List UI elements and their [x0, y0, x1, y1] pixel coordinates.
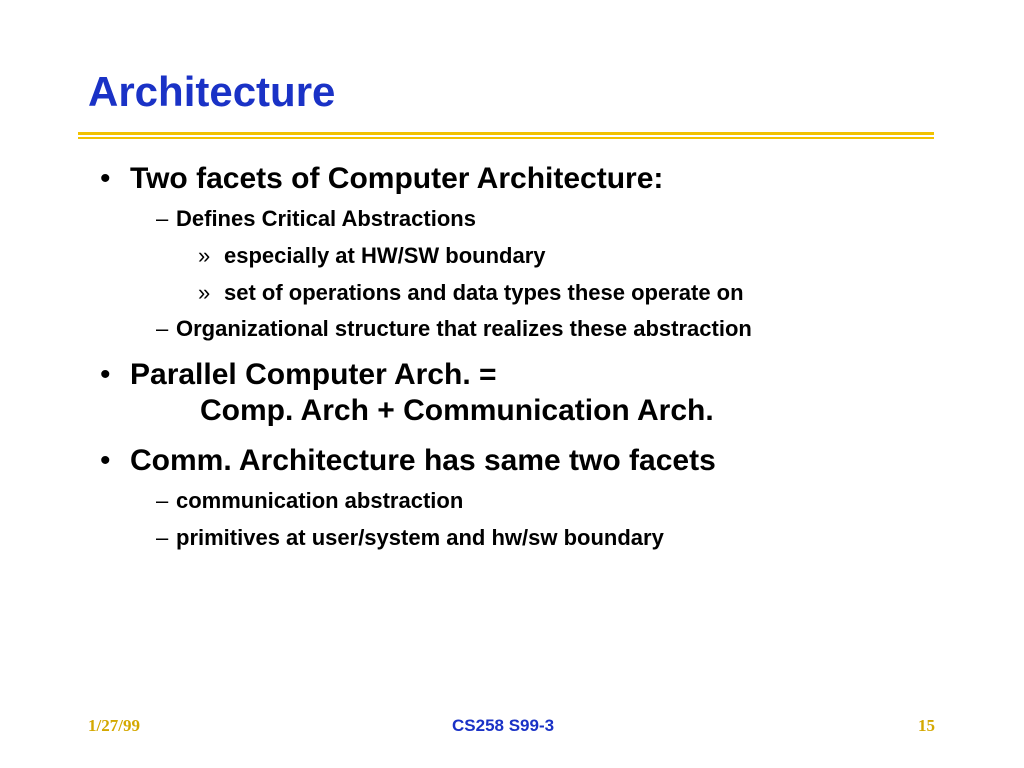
slide-title: Architecture [88, 68, 336, 115]
bullet-2-continuation: Comp. Arch + Communication Arch. [200, 394, 714, 427]
bullet-dot: • [100, 162, 111, 195]
dash-marker: – [156, 206, 169, 231]
bullet-3-sub-1-text: communication abstraction [176, 488, 464, 513]
title-rule-bottom [78, 137, 934, 139]
footer-page-number: 15 [918, 716, 935, 735]
bullet-dot: • [100, 358, 111, 391]
chevron-marker: » [198, 280, 211, 305]
bullet-1-sub-1-text: Defines Critical Abstractions [176, 206, 476, 231]
bullet-2-text: Parallel Computer Arch. = [130, 358, 497, 391]
chevron-marker: » [198, 243, 211, 268]
bullet-1-sub-2-text: Organizational structure that realizes these abstraction [176, 316, 752, 341]
bullet-3-text: Comm. Architecture has same two facets [130, 444, 716, 477]
bullet-1-sub-1-item-b-text: set of operations and data types these operate on [224, 280, 744, 305]
title-rule-top [78, 132, 934, 135]
dash-marker: – [156, 488, 169, 513]
bullet-1-sub-1-item-a-text: especially at HW/SW boundary [224, 243, 546, 268]
footer-date: 1/27/99 [88, 716, 140, 735]
dash-marker: – [156, 316, 169, 341]
bullet-dot: • [100, 444, 111, 477]
dash-marker: – [156, 525, 169, 550]
footer-course: CS258 S99-3 [452, 716, 555, 735]
bullet-3-sub-2-text: primitives at user/system and hw/sw boundary [176, 525, 664, 550]
bullet-1-text: Two facets of Computer Architecture: [130, 162, 664, 195]
